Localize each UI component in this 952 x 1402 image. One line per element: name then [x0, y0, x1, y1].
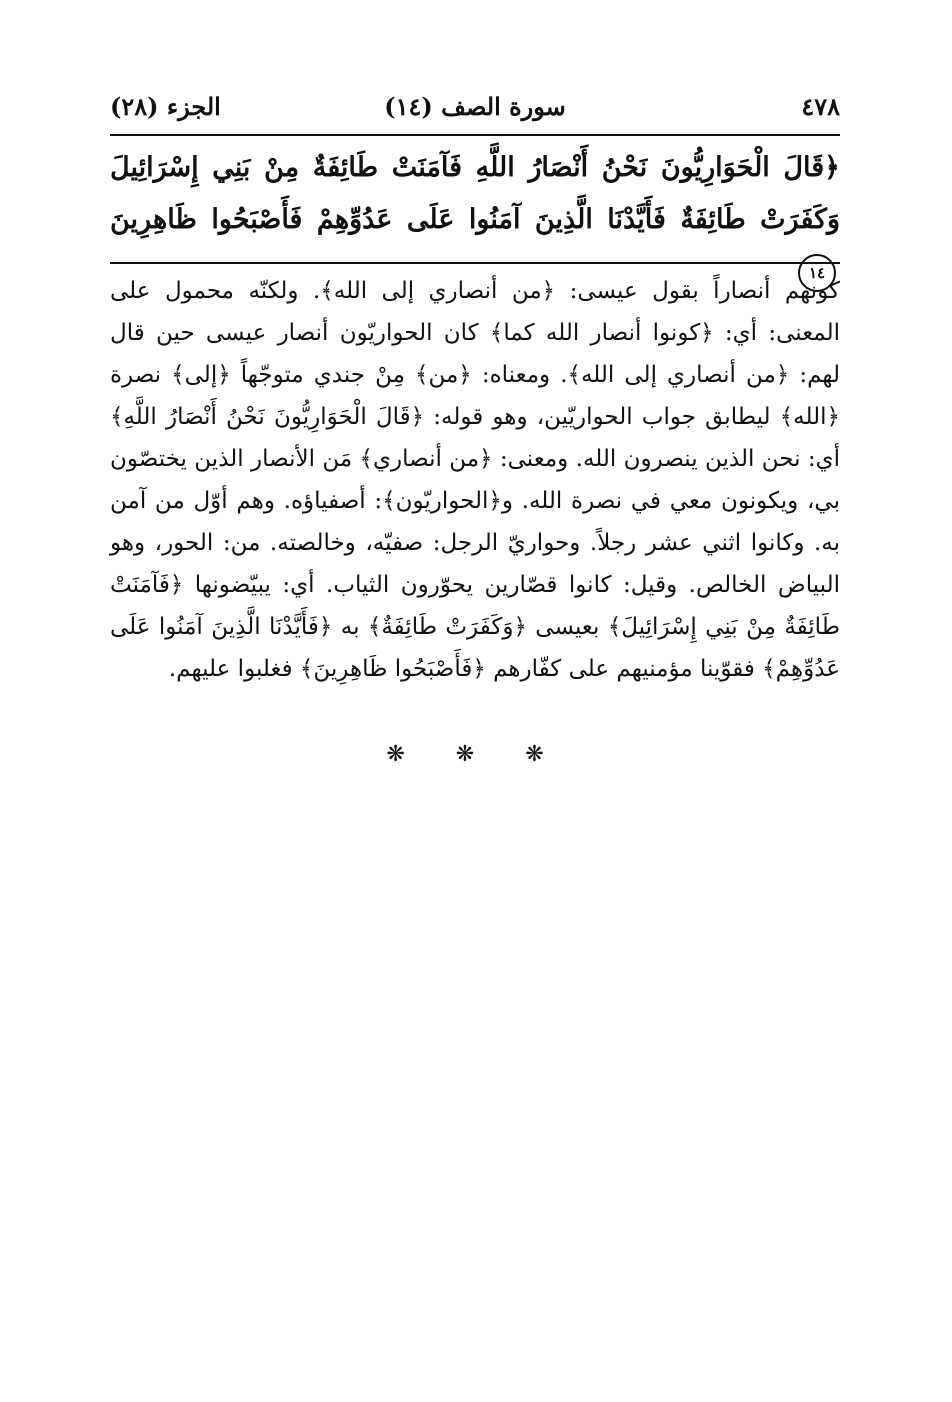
surah-title: سورة الصف (١٤) [384, 92, 566, 121]
quran-verse-text: ﴿قَالَ الْحَوَارِيُّونَ نَحْنُ أَنْصَارُ اللَّهِ فَآمَنَتْ طَائِفَةٌ مِنْ بَنِي إِسْرَائِيلَ وَكَفَرَتْ طَائِفَةٌ فَأَيَّدْنَا الَّذِينَ آمَنُوا عَلَى عَدُوِّهِمْ فَأَصْبَحُوا ظَاهِرِينَ [110, 152, 840, 235]
juz-label: الجزء (٢٨) [110, 92, 221, 121]
ayah-number-marker: ١٤ [798, 254, 836, 292]
section-separator: ❋ ❋ ❋ [386, 742, 566, 767]
commentary-block [110, 270, 840, 690]
header-divider [110, 134, 840, 136]
commentary-paragraph: كونهم أنصاراً بقول عيسى: ﴿من أنصاري إلى الله﴾. ولكنّه محمول على المعنى: أي: ﴿كونوا أنصار الله كما﴾ كان الحواريّون أنصار عيسى حين قال لهم: ﴿من أنصاري إلى الله﴾. ومعناه: ﴿من﴾ مِنْ جندي متوجّهاً ﴿إلى﴾ نصرة ﴿الله﴾ ليطابق جواب الحواريّين، وهو قوله: ﴿قَالَ الْحَوَارِيُّونَ نَحْنُ أَنْصَارُ اللَّهِ﴾ أي: نحن الذين ينصرون الله. ومعنى: ﴿من أنصاري﴾ مَن الأنصار الذين يختصّون بي، ويكونون معي في نصرة الله. و﴿الحواريّون﴾: أصفياؤه. وهم أوّل من آمن به. وكانوا اثني عشر رجلاً. وحواريّ الرجل: صفيّه، وخالصته. من: الحور، وهو البياض الخالص. وقيل: كانوا قصّارين يحوّرون الثياب. أي: يبيّضونها ﴿فَآمَنَتْ طَائِفَةٌ مِنْ بَنِي إِسْرَائِيلَ﴾ بعيسى ﴿وَكَفَرَتْ طَائِفَةٌ﴾ به ﴿فَأَيَّدْنَا الَّذِينَ آمَنُوا عَلَى عَدُوِّهِمْ﴾ فقوّينا مؤمنيهم على كفّارهم ﴿فَأَصْبَحُوا ظَاهِرِينَ﴾ فغلبوا عليهم. [110, 278, 840, 682]
verse-divider [110, 262, 840, 264]
page-header [110, 88, 840, 128]
page-number: ٤٧٨ [801, 92, 840, 121]
